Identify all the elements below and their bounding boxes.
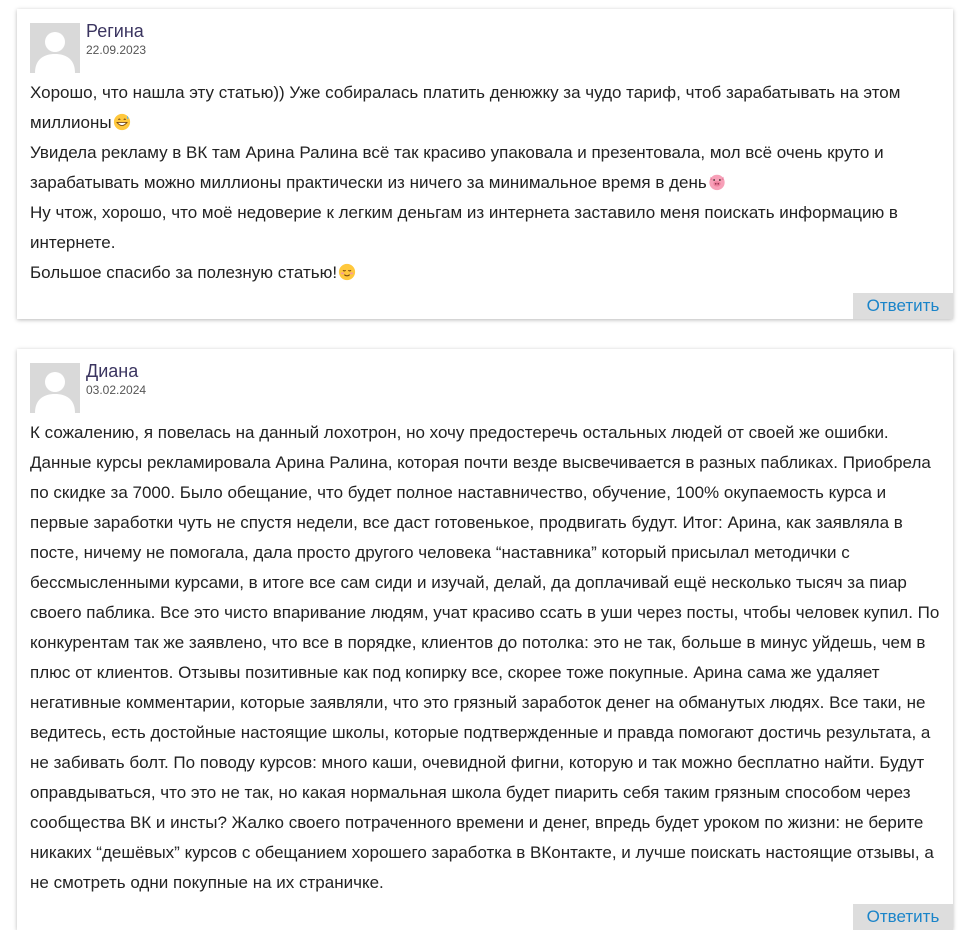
comment-card xyxy=(17,9,953,319)
avatar xyxy=(30,23,80,73)
comment-author[interactable]: Диана xyxy=(86,361,139,381)
avatar xyxy=(30,363,80,413)
comment-card xyxy=(17,349,953,930)
comment-date: 03.02.2024 xyxy=(86,383,147,397)
comment-line: Увидела рекламу в ВК там Арина Ралина всё так красиво упаковала и презентовала, мол всё очень круто и зарабатывать можно миллионы практически из ничего за минимальное время в день xyxy=(30,143,884,192)
comment-author[interactable]: Регина xyxy=(86,21,144,41)
reply-button[interactable]: Ответить xyxy=(853,904,953,930)
reply-button[interactable]: Ответить xyxy=(853,293,953,319)
user-silhouette-icon xyxy=(30,23,80,73)
relieved-emoji-icon xyxy=(338,263,356,281)
comment-line: К сожалению, я повелась на данный лохотрон, но хочу предостеречь остальных людей от своей же ошибки. Данные курсы рекламировала Арина Ралина, которая почти везде высвечивается в разных пабликах. Приобрела по скидке за 7000. Было обещание, что будет полное наставничество, обучение, 100% окупаемость курса и первые заработки чуть не спустя недели, все даст готовенькое, продвигать будут. Итог: Арина, как заявляла в посте, ничему не помогала, дала просто другого человека “наставника” который присылал методички с бессмысленными курсами, в итоге все сам сиди и изучай, делай, да доплачивай ещё несколько тысяч за пиар своего паблика. Все это чисто впаривание людям, учат красиво ссать в уши через посты, чтобы человек купил. По конкурентам так же заявлено, что все в порядке, клиентов до потолка: это не так, больше в минус уйдешь, чем в плюс от клиентов. Отзывы позитивные как под копирку все, скорее тоже покупные. Арина сама же удаляет негативные комментарии, которые заявляли, что это грязный заработок денег на обманутых людях. Все таки, не ведитесь, есть достойные настоящие школы, которые подтвержденные и правда помогают достичь результата, а не забивать болт. По поводу курсов: много каши, очевидной фигни, которую и так можно бесплатно найти. Будут оправдываться, что это не так, но какая нормальная школа будет пиарить себя таким грязным способом через сообщества ВК и инсты? Жалко своего потраченного времени и денег, впредь будет уроком по жизни: не берите никаких “дешёвых” курсов с обещанием хорошего заработка в ВКонтакте, и лучше поискать настоящие отзывы, а не смотреть одни покупные на их страничке. xyxy=(30,423,940,892)
comment-text xyxy=(30,78,945,288)
comment-line: Большое спасибо за полезную статью! xyxy=(30,258,945,288)
grinning-sweat-emoji-icon xyxy=(113,113,131,131)
comment-date: 22.09.2023 xyxy=(86,43,147,57)
comment-line: Ну чтож, хорошо, что моё недоверие к легким деньгам из интернета заставило меня поискать информацию в интернете. xyxy=(30,203,898,252)
pig-face-emoji-icon xyxy=(708,173,726,191)
comment-line: Хорошо, что нашла эту статью)) Уже собиралась платить денюжку за чудо тариф, чтоб зарабатывать на этом миллионы xyxy=(30,83,901,132)
comment-text xyxy=(30,418,945,898)
user-silhouette-icon xyxy=(30,363,80,413)
